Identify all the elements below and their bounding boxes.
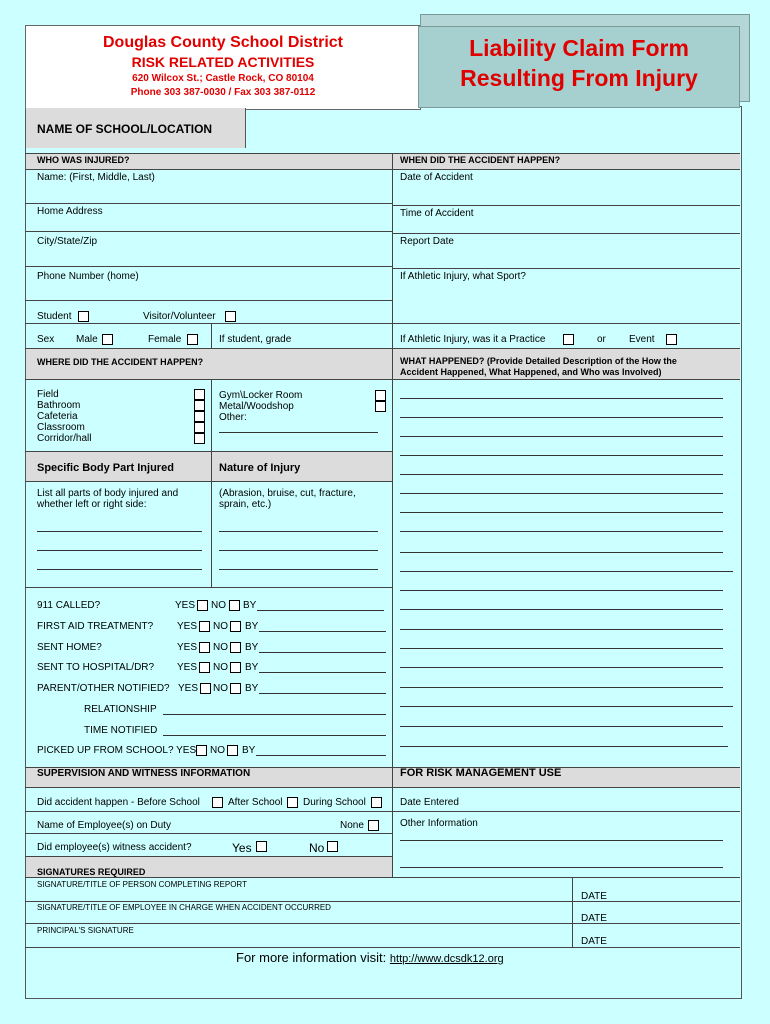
yes-label: YES [175,600,196,611]
no-label: NO [211,600,226,611]
footer-text [236,950,504,965]
by-line[interactable] [259,631,386,632]
description-line[interactable] [400,436,723,437]
during-school-checkbox[interactable] [371,797,382,808]
other-location-line[interactable] [219,432,378,433]
by-line[interactable] [259,672,386,673]
by-label: BY [242,745,256,756]
report-date-label[interactable]: Report Date [400,236,454,247]
student-label: Student [37,311,72,322]
description-line[interactable] [400,609,723,610]
by-line[interactable] [256,755,386,756]
location-bathroom: Bathroom [37,400,81,411]
yes-label: YES [177,642,198,653]
by-line[interactable] [259,652,386,653]
home-address-label[interactable]: Home Address [37,206,103,217]
date-field-label[interactable]: Date of Accident [400,172,473,183]
description-line[interactable] [400,398,723,399]
who-injured-label: WHO WAS INJURED? [37,155,130,165]
body-part-hint1: List all parts of body injured and [37,488,179,499]
description-line[interactable] [400,512,723,513]
visitor-checkbox[interactable] [225,311,236,322]
relationship-line[interactable] [163,714,386,715]
after-school-label: After School [228,797,283,808]
what-label-1: WHAT HAPPENED? (Provide Detailed Description of the How the [400,356,677,366]
what-label-2: Accident Happened, What Happened, and Who was Involved) [400,367,662,377]
yes-label: YES [178,683,199,694]
male-checkbox[interactable] [102,334,113,345]
none-label: None [340,820,364,831]
description-line[interactable] [400,648,723,649]
gym-checkbox[interactable] [375,390,386,401]
signature-completing[interactable]: SIGNATURE/TITLE OF PERSON COMPLETING REPORT [37,880,247,889]
action-parent: PARENT/OTHER NOTIFIED? [37,683,170,694]
form-title [418,26,740,108]
description-line[interactable] [400,531,723,532]
female-label: Female [148,334,182,345]
bathroom-checkbox[interactable] [194,400,205,411]
by-line[interactable] [259,693,386,694]
picked-up-yes-checkbox[interactable] [196,745,207,756]
classroom-checkbox[interactable] [194,422,205,433]
witness-no-label: No [309,841,325,855]
no-label: NO [213,621,228,632]
date-label[interactable]: DATE [581,891,607,902]
action-sent-home: SENT HOME? [37,642,102,653]
body-part-hint2: whether left or right side: [37,499,147,510]
description-line[interactable] [400,417,723,418]
time-notified-line[interactable] [163,735,386,736]
by-label: BY [245,621,259,632]
description-line[interactable] [400,552,723,553]
event-label: Event [629,334,655,345]
district-address: 620 Wilcox St.; Castle Rock, CO 80104 [132,73,314,84]
time-field-label[interactable]: Time of Accident [400,208,474,219]
school-input[interactable] [246,108,739,148]
no-label: NO [213,642,228,653]
by-label: BY [245,683,259,694]
during-school-label: During School [303,797,366,808]
district-header [25,25,421,110]
supervision-label: SUPERVISION AND WITNESS INFORMATION [37,768,251,779]
after-school-checkbox[interactable] [287,797,298,808]
sport-label[interactable]: If Athletic Injury, what Sport? [400,271,526,282]
body-line[interactable] [37,531,202,532]
woodshop-checkbox[interactable] [375,401,386,412]
nature-line[interactable] [219,531,378,532]
signature-employee[interactable]: SIGNATURE/TITLE OF EMPLOYEE IN CHARGE WHEN ACCIDENT OCCURRED [37,903,331,912]
event-checkbox[interactable] [666,334,677,345]
location-woodshop: Metal/Woodshop [219,401,294,412]
female-checkbox[interactable] [187,334,198,345]
signatures-label: SIGNATURES REQUIRED [37,867,146,877]
department-name: RISK RELATED ACTIVITIES [131,54,315,70]
yes-label: YES [177,621,198,632]
district-name: Douglas County School District [102,34,343,51]
by-label: BY [245,662,259,673]
male-label: Male [76,334,98,345]
date-label[interactable]: DATE [581,913,607,924]
yes-checkbox[interactable] [199,642,210,653]
cafeteria-checkbox[interactable] [194,411,205,422]
location-corridor: Corridor/hall [37,433,92,444]
action-911: 911 CALLED? [37,600,101,611]
other-info-label[interactable]: Other Information [400,818,478,829]
visitor-label: Visitor/Volunteer [143,311,216,322]
description-line[interactable] [400,726,723,727]
yes-checkbox[interactable] [197,600,208,611]
form-title-line1: Liability Claim Form [469,35,689,61]
grade-label[interactable]: If student, grade [219,334,292,345]
yes-checkbox[interactable] [199,662,210,673]
no-checkbox[interactable] [230,683,241,694]
practice-label: If Athletic Injury, was it a Practice [400,334,546,345]
description-line[interactable] [400,746,728,747]
by-label: BY [243,600,257,611]
description-line[interactable] [400,629,723,630]
practice-checkbox[interactable] [563,334,574,345]
phone-label[interactable]: Phone Number (home) [37,271,139,282]
yes-checkbox[interactable] [200,683,211,694]
location-gym: Gym\Locker Room [219,390,303,401]
body-line[interactable] [37,550,202,551]
yes-label: YES [177,662,198,673]
nature-line[interactable] [219,569,378,570]
witness-label: Did employee(s) witness accident? [37,842,192,853]
witness-yes-label: Yes [232,841,252,855]
no-checkbox[interactable] [230,621,241,632]
location-cafeteria: Cafeteria [37,411,78,422]
yes-checkbox[interactable] [199,621,210,632]
description-line[interactable] [400,493,723,494]
or-label: or [597,334,606,345]
picked-up-label: PICKED UP FROM SCHOOL? YES [37,745,197,756]
description-line[interactable] [400,455,723,456]
before-school-label: Did accident happen - Before School [37,797,200,808]
city-label[interactable]: City/State/Zip [37,236,98,247]
date-entered-label[interactable]: Date Entered [400,797,459,808]
district-phone: Phone 303 387-0030 / Fax 303 387-0112 [130,87,316,98]
nature-hint1: (Abrasion, bruise, cut, fracture, [219,488,356,499]
by-line[interactable] [257,610,384,611]
no-label: NO [210,745,225,756]
name-field-label[interactable]: Name: (First, Middle, Last) [37,172,155,183]
description-line[interactable] [400,687,723,688]
employees-label[interactable]: Name of Employee(s) on Duty [37,820,171,831]
location-classroom: Classroom [37,422,85,433]
description-line[interactable] [400,474,723,475]
other-info-line[interactable] [400,840,723,841]
where-label: WHERE DID THE ACCIDENT HAPPEN? [37,357,204,367]
body-part-label: Specific Body Part Injured [37,462,174,474]
location-field: Field [37,389,59,400]
description-line[interactable] [400,667,723,668]
signature-principal[interactable]: PRINCIPAL'S SIGNATURE [37,926,134,935]
time-notified-label: TIME NOTIFIED [84,725,158,736]
picked-up-no-checkbox[interactable] [227,745,238,756]
no-label: NO [213,683,228,694]
action-hospital: SENT TO HOSPITAL/DR? [37,662,155,673]
when-accident-label: WHEN DID THE ACCIDENT HAPPEN? [400,155,561,165]
student-checkbox[interactable] [78,311,89,322]
corridor-checkbox[interactable] [194,433,205,444]
risk-management-label: FOR RISK MANAGEMENT USE [400,767,562,779]
sex-label: Sex [37,334,55,345]
relationship-label: RELATIONSHIP [84,704,157,715]
form-title-line2: Resulting From Injury [460,65,698,91]
nature-hint2: sprain, etc.) [219,499,272,510]
none-checkbox[interactable] [368,820,379,831]
witness-no-checkbox[interactable] [327,841,338,852]
field-checkbox[interactable] [194,389,205,400]
footer-link[interactable]: http://www.dcsdk12.org [389,953,504,965]
witness-yes-checkbox[interactable] [256,841,267,852]
no-checkbox[interactable] [230,642,241,653]
body-line[interactable] [37,569,202,570]
by-label: BY [245,642,259,653]
no-label: NO [213,662,228,673]
nature-label: Nature of Injury [219,462,301,474]
location-other: Other: [219,412,247,423]
footer-label: For more information visit: [236,950,387,965]
school-label: NAME OF SCHOOL/LOCATION [37,122,213,136]
date-label[interactable]: DATE [581,936,607,947]
description-line[interactable] [400,571,733,572]
action-first-aid: FIRST AID TREATMENT? [37,621,154,632]
no-checkbox[interactable] [230,662,241,673]
before-school-checkbox[interactable] [212,797,223,808]
description-line[interactable] [400,590,723,591]
nature-line[interactable] [219,550,378,551]
other-info-line[interactable] [400,867,723,868]
description-line[interactable] [400,706,733,707]
no-checkbox[interactable] [229,600,240,611]
